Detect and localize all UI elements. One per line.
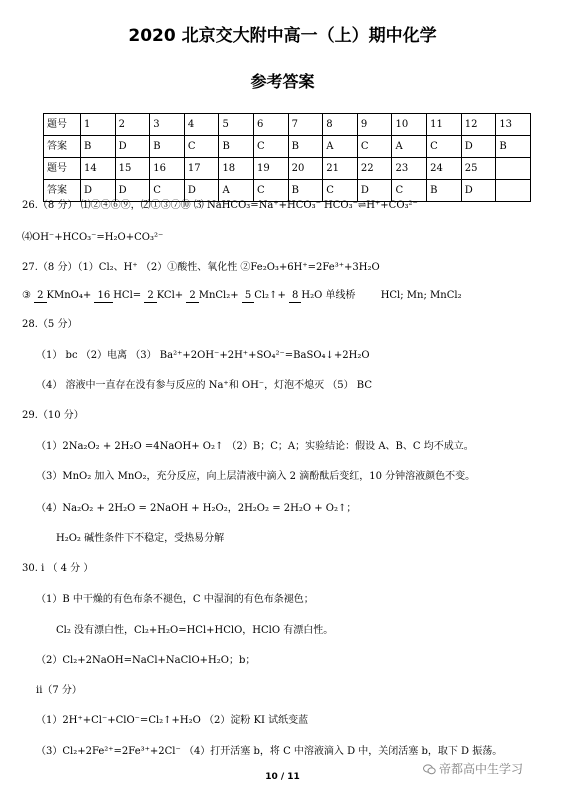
- table-cell: C: [323, 180, 358, 202]
- table-cell: 18: [219, 158, 254, 180]
- table-cell: D: [115, 136, 150, 158]
- table-cell: 21: [323, 158, 358, 180]
- table-cell: D: [81, 180, 116, 202]
- q30-subhead: ii（7 分）: [36, 685, 82, 696]
- q27-line1: 27.（8 分）（1）Cl₂、H⁺ （2）①酸性、氧化性 ②Fe₂O₃+6H⁺=2Fe³⁺+3H₂O: [22, 262, 380, 273]
- table-cell: 19: [254, 158, 289, 180]
- q27-text3: KCl+: [156, 290, 184, 301]
- table-cell: 6: [254, 114, 289, 136]
- q30-line1: （1）B 中干燥的有色布条不褪色，C 中湿润的有色布条褪色；: [36, 594, 314, 605]
- table-cell: D: [115, 180, 150, 202]
- table-cell: B: [288, 136, 323, 158]
- table-cell: C: [427, 136, 462, 158]
- table-cell: 12: [461, 114, 496, 136]
- table-cell: [496, 158, 531, 180]
- table-cell: 14: [81, 158, 116, 180]
- table-cell: 23: [392, 158, 427, 180]
- q27-prefix: ③: [22, 290, 31, 301]
- table-cell: [496, 180, 531, 202]
- table-row: [44, 158, 531, 180]
- q29-head: 29.（10 分）: [22, 410, 84, 421]
- table-cell: A: [219, 180, 254, 202]
- table-cell: D: [461, 180, 496, 202]
- table-cell: 8: [323, 114, 358, 136]
- table-cell: C: [150, 180, 185, 202]
- table-cell: 13: [496, 114, 531, 136]
- q27-blank5: 5: [242, 289, 254, 303]
- q27-text5: Cl₂↑+: [254, 290, 286, 301]
- table-cell: D: [357, 180, 392, 202]
- q27-tail: HCl; Mn; MnCl₂: [380, 290, 462, 301]
- q27-text6: H₂O 单线桥: [301, 290, 356, 301]
- table-cell: C: [357, 136, 392, 158]
- table-cell: 11: [427, 114, 462, 136]
- q30-line3: （2）Cl₂+2NaOH=NaCl+NaClO+H₂O；b；: [36, 655, 256, 666]
- watermark: [423, 760, 523, 777]
- table-cell: 1: [81, 114, 116, 136]
- q27-text2: HCl=: [113, 290, 142, 301]
- table-cell: 15: [115, 158, 150, 180]
- q27-blank1: 2: [34, 289, 46, 303]
- q27-blank4: 2: [186, 289, 198, 303]
- table-cell: 7: [288, 114, 323, 136]
- q26-line1: 26.（8 分） ⑴②④⑥⑨，⑵①③⑦⑩ ⑶ NaHCO₃=Na⁺+HCO₃⁻ HCO₃⁻⇌H⁺+CO₃²⁻: [22, 200, 418, 211]
- q29-line3: （4）Na₂O₂ + 2H₂O = 2NaOH + H₂O₂，2H₂O₂ = 2H₂O + O₂↑；: [36, 503, 357, 514]
- wechat-icon: [423, 762, 439, 776]
- table-cell: 25: [461, 158, 496, 180]
- table-cell: A: [323, 136, 358, 158]
- q27-blank6: 8: [289, 289, 301, 303]
- watermark-text: 帝都高中生学习: [439, 762, 524, 776]
- document-title: 2020 北京交大附中高一（上）期中化学: [128, 26, 437, 46]
- table-cell: B: [219, 136, 254, 158]
- table-cell: 20: [288, 158, 323, 180]
- table-cell: 3: [150, 114, 185, 136]
- page-number: 10 / 11: [265, 772, 300, 782]
- table-row: [44, 136, 531, 158]
- q30-head: 30. i （ 4 分 ）: [22, 563, 94, 574]
- table-cell: C: [184, 136, 219, 158]
- table-cell: 2: [115, 114, 150, 136]
- table-cell: 4: [184, 114, 219, 136]
- table-cell: 24: [427, 158, 462, 180]
- q27-blank3: 2: [144, 289, 156, 303]
- q28-line2: （4） 溶液中一直存在没有参与反应的 Na⁺和 OH⁻，灯泡不熄灭 （5） BC: [36, 380, 372, 391]
- q27-text1: KMnO₄+: [46, 290, 92, 301]
- document-subtitle: 参考答案: [250, 72, 315, 91]
- table-row: [44, 114, 531, 136]
- table-cell: B: [81, 136, 116, 158]
- q28-line1: （1） bc （2）电离 （3） Ba²⁺+2OH⁻+2H⁺+SO₄²⁻=BaSO₄↓+2H₂O: [36, 350, 370, 361]
- q30-line5: （3）Cl₂+2Fe²⁺=2Fe³⁺+2Cl⁻ （4）打开活塞 b，将 C 中溶液滴入 D 中，关闭活塞 b，取下 D 振荡。: [36, 746, 503, 757]
- q27-blank2: 16: [94, 289, 113, 303]
- table-row-label: 题号: [44, 158, 81, 180]
- q27-text4: MnCl₂+: [198, 290, 239, 301]
- table-cell: 5: [219, 114, 254, 136]
- table-cell: 16: [150, 158, 185, 180]
- table-cell: 22: [357, 158, 392, 180]
- table-cell: C: [392, 180, 427, 202]
- q26-line2: ⑷OH⁻+HCO₃⁻=H₂O+CO₃²⁻: [22, 232, 164, 243]
- q29-line1: （1）2Na₂O₂ + 2H₂O =4NaOH+ O₂↑ （2）B；C；A；实验结论：假设 A、B、C 均不成立。: [36, 441, 474, 452]
- table-cell: 9: [357, 114, 392, 136]
- q30-line2: Cl₂ 没有漂白性，Cl₂+H₂O=HCl+HClO，HClO 有漂白性。: [56, 625, 334, 636]
- table-row-label: 答案: [44, 180, 81, 202]
- table-cell: B: [496, 136, 531, 158]
- table-row-label: 题号: [44, 114, 81, 136]
- table-cell: C: [254, 180, 289, 202]
- table-cell: D: [461, 136, 496, 158]
- q30-line4: （1）2H⁺+Cl⁻+ClO⁻=Cl₂↑+H₂O （2）淀粉 KI 试纸变蓝: [36, 715, 309, 726]
- table-row-label: 答案: [44, 136, 81, 158]
- q29-line4: H₂O₂ 碱性条件下不稳定，受热易分解: [56, 533, 225, 544]
- answer-table: [43, 113, 531, 202]
- table-cell: 10: [392, 114, 427, 136]
- table-cell: A: [392, 136, 427, 158]
- table-cell: 17: [184, 158, 219, 180]
- table-cell: C: [254, 136, 289, 158]
- table-cell: B: [427, 180, 462, 202]
- table-cell: B: [288, 180, 323, 202]
- q27-line2: [22, 289, 462, 303]
- q28-head: 28.（5 分）: [22, 319, 78, 330]
- q29-line2: （3）MnO₂ 加入 MnO₂，充分反应，向上层清液中滴入 2 滴酚酞后变红，10 分钟溶液颜色不变。: [36, 471, 476, 482]
- table-cell: D: [184, 180, 219, 202]
- table-cell: B: [150, 136, 185, 158]
